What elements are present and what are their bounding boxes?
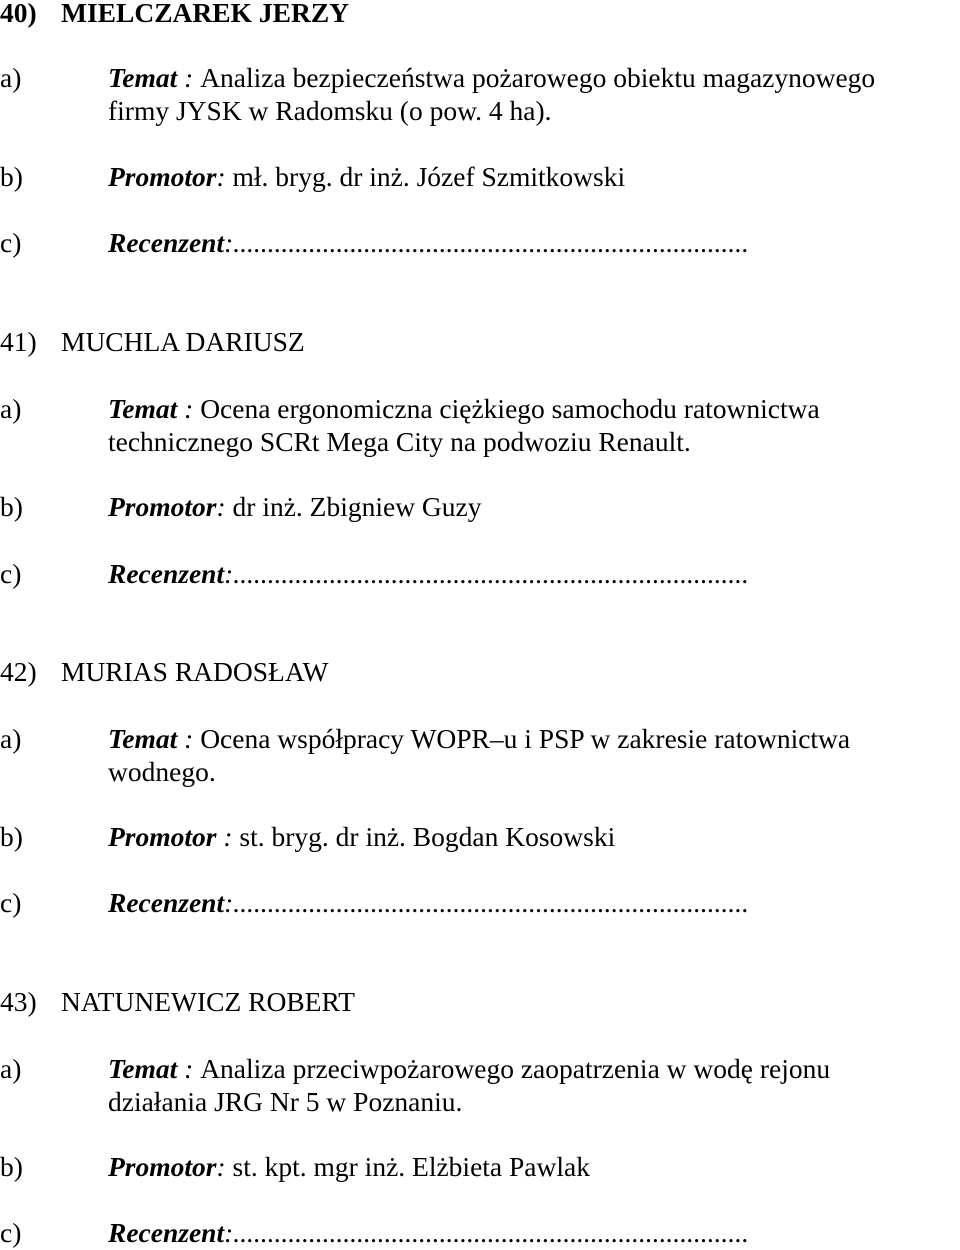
promotor-label: Promotor xyxy=(108,1151,217,1182)
temat-label: Temat xyxy=(108,62,178,93)
recenzent-dots: :........................................................................... xyxy=(224,558,749,589)
temat-text-line1: Analiza bezpieczeństwa pożarowego obiektu magazynowego xyxy=(200,62,876,93)
recenzent-dots: :........................................................................... xyxy=(224,887,749,918)
item-letter: b) xyxy=(0,161,23,192)
recenzent-label: Recenzent xyxy=(108,558,225,589)
temat-separator: : xyxy=(177,393,201,424)
item-letter: a) xyxy=(0,1053,22,1084)
entry-number: 40) xyxy=(0,0,37,28)
entry-name: MUCHLA DARIUSZ xyxy=(61,326,305,357)
promotor-name: dr inż. Zbigniew Guzy xyxy=(232,491,482,522)
item-letter: b) xyxy=(0,491,23,522)
item-letter: c) xyxy=(0,1217,22,1248)
entry-heading xyxy=(0,655,328,688)
item-letter: c) xyxy=(0,887,22,918)
recenzent-dots: :........................................................................... xyxy=(224,227,749,258)
promotor-name: st. bryg. dr inż. Bogdan Kosowski xyxy=(239,821,616,852)
promotor-label: Promotor xyxy=(108,821,217,852)
promotor-label: Promotor xyxy=(108,161,217,192)
entry-number: 43) xyxy=(0,986,37,1017)
entry-heading xyxy=(0,0,349,29)
promotor-name: mł. bryg. dr inż. Józef Szmitkowski xyxy=(232,161,626,192)
entry-name: NATUNEWICZ ROBERT xyxy=(61,986,355,1017)
temat-text-line2: wodnego. xyxy=(108,756,216,787)
item-letter: c) xyxy=(0,558,22,589)
recenzent-dots: :........................................................................... xyxy=(224,1217,749,1248)
item-letter: b) xyxy=(0,1151,23,1182)
entry-name: MURIAS RADOSŁAW xyxy=(61,656,329,687)
temat-separator: : xyxy=(177,723,201,754)
item-letter: a) xyxy=(0,393,22,424)
promotor-separator: : xyxy=(216,161,233,192)
temat-label: Temat xyxy=(108,1053,178,1084)
promotor-separator: : xyxy=(216,491,233,522)
item-letter: a) xyxy=(0,723,22,754)
item-letter: a) xyxy=(0,62,22,93)
entry-heading xyxy=(0,985,355,1018)
promotor-separator: : xyxy=(216,1151,233,1182)
entry-number: 42) xyxy=(0,656,37,687)
item-letter: b) xyxy=(0,821,23,852)
temat-text-line1: Analiza przeciwpożarowego zaopatrzenia w wodę rejonu xyxy=(200,1053,831,1084)
temat-text-line1: Ocena ergonomiczna ciężkiego samochodu ratownictwa xyxy=(200,393,820,424)
temat-separator: : xyxy=(177,62,201,93)
temat-label: Temat xyxy=(108,393,178,424)
temat-label: Temat xyxy=(108,723,178,754)
entry-name: MIELCZAREK JERZY xyxy=(61,0,350,28)
temat-separator: : xyxy=(177,1053,201,1084)
entry-number: 41) xyxy=(0,326,37,357)
temat-text-line2: firmy JYSK w Radomsku (o pow. 4 ha). xyxy=(108,95,552,126)
entry-heading xyxy=(0,325,305,358)
recenzent-label: Recenzent xyxy=(108,887,225,918)
recenzent-label: Recenzent xyxy=(108,1217,225,1248)
temat-text-line2: technicznego SCRt Mega City na podwoziu Renault. xyxy=(108,426,691,457)
temat-text-line1: Ocena współpracy WOPR–u i PSP w zakresie ratownictwa xyxy=(200,723,851,754)
recenzent-label: Recenzent xyxy=(108,227,225,258)
item-letter: c) xyxy=(0,227,22,258)
promotor-label: Promotor xyxy=(108,491,217,522)
promotor-name: st. kpt. mgr inż. Elżbieta Pawlak xyxy=(232,1151,590,1182)
temat-text-line2: działania JRG Nr 5 w Poznaniu. xyxy=(108,1086,463,1117)
promotor-separator: : xyxy=(216,821,240,852)
